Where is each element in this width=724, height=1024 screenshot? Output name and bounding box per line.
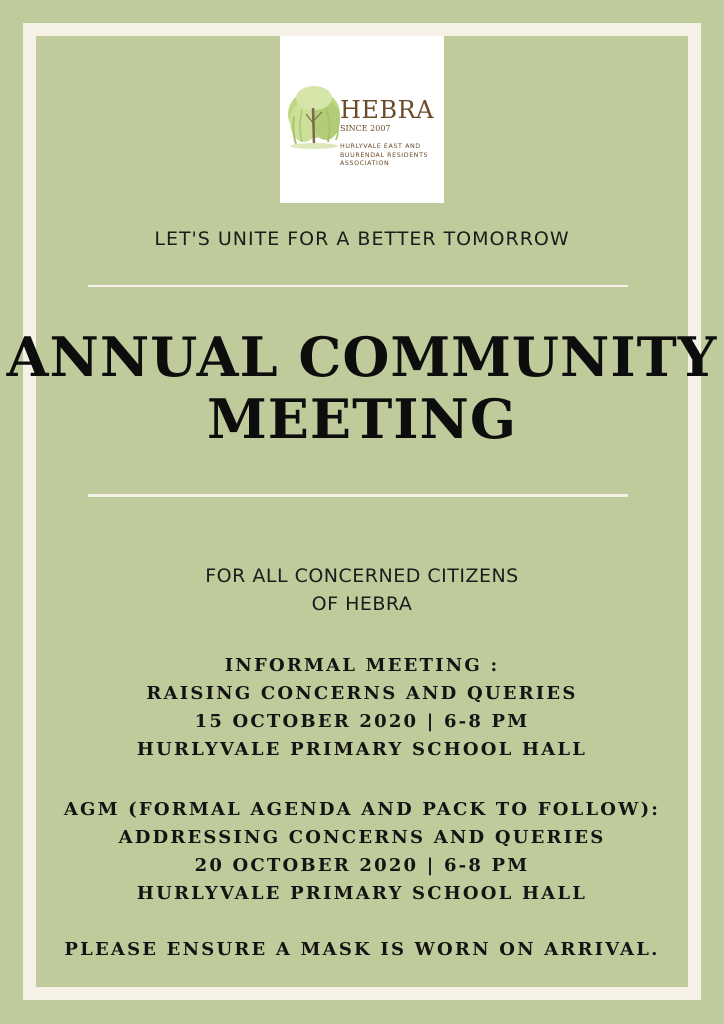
mask-notice: PLEASE ENSURE A MASK IS WORN ON ARRIVAL. — [64, 939, 660, 960]
tagline: LET'S UNITE FOR A BETTER TOMORROW — [154, 228, 570, 250]
agm-section — [0, 796, 724, 908]
logo-since: SINCE 2007 — [340, 124, 391, 133]
logo-association: HURLYVALE EAST AND BUURENDAL RESIDENTS ASSOCIATION — [340, 143, 429, 167]
page-title — [0, 326, 724, 450]
agm-date: 20 OCTOBER 2020 | 6-8 PM — [194, 855, 530, 876]
informal-meeting-date: 15 OCTOBER 2020 | 6-8 PM — [194, 711, 530, 732]
informal-meeting-section — [0, 652, 724, 764]
divider-bottom — [88, 494, 628, 497]
title-line-2: MEETING — [206, 387, 517, 451]
audience-line-1: FOR ALL CONCERNED CITIZENS — [205, 565, 519, 587]
agm-purpose: ADDRESSING CONCERNS AND QUERIES — [118, 827, 606, 848]
logo-name: HEBRA — [340, 96, 434, 124]
title-line-1: ANNUAL COMMUNITY — [6, 325, 718, 389]
agm-heading: AGM (FORMAL AGENDA AND PACK TO FOLLOW): — [63, 799, 661, 820]
audience-line-2: OF HEBRA — [311, 593, 413, 615]
divider-top — [88, 285, 628, 287]
informal-meeting-purpose: RAISING CONCERNS AND QUERIES — [146, 683, 578, 704]
audience-text — [0, 562, 724, 618]
hebra-logo — [280, 36, 444, 203]
informal-meeting-heading: INFORMAL MEETING : — [224, 655, 500, 676]
agm-venue: HURLYVALE PRIMARY SCHOOL HALL — [136, 883, 588, 904]
informal-meeting-venue: HURLYVALE PRIMARY SCHOOL HALL — [136, 739, 588, 760]
